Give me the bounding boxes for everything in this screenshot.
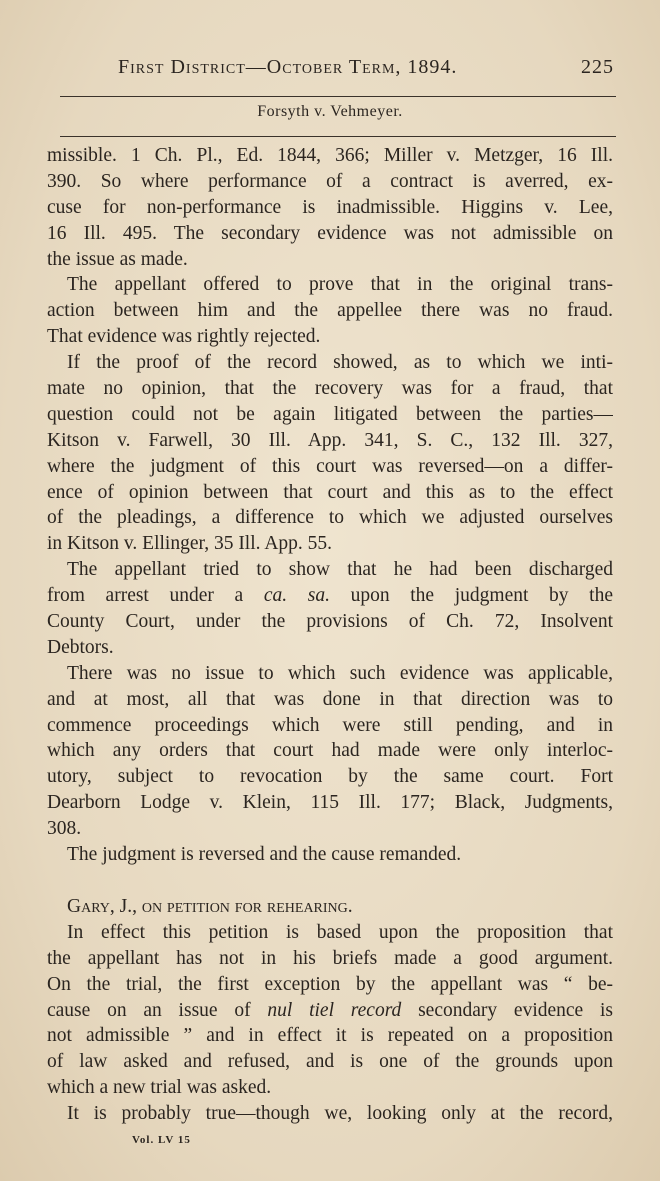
text-line: mate no opinion, that the recovery was for a fraud, that (47, 378, 613, 400)
text-line: question could not be again litigated between the parties— (47, 403, 613, 425)
body-text (47, 143, 613, 1127)
text-line (47, 998, 613, 1024)
text-line: The judgment is reversed and the cause remanded. (67, 844, 462, 866)
text-line: in Kitson v. Ellinger, 35 Ill. App. 55. (47, 533, 333, 555)
text-line: missible. 1 Ch. Pl., Ed. 1844, 366; Miller v. Metzger, 16 Ill. (47, 145, 613, 166)
text-segment: cause on an issue of (47, 999, 268, 1021)
text-line: On the trial, the first exception by the appellant was “ be- (47, 973, 613, 995)
text-line: and at most, all that was done in that direction was to (47, 688, 613, 710)
running-title: First District—October Term, 1894. (118, 56, 458, 78)
text-line: The appellant offered to prove that in the original trans- (67, 274, 613, 296)
italic-term: ca. sa. (263, 585, 330, 607)
text-line: The appellant tried to show that he had been discharged (67, 559, 613, 581)
page-number: 225 (581, 56, 614, 78)
text-line: utory, subject to revocation by the same court. Fort (47, 766, 613, 788)
text-line: the issue as made. (47, 248, 188, 270)
text-line: where the judgment of this court was reversed—on a differ- (47, 455, 613, 477)
text-line: That evidence was rightly rejected. (47, 326, 321, 348)
italic-term: nul tiel record (267, 999, 402, 1021)
text-line: 16 Ill. 495. The secondary evidence was not admissible on (47, 222, 613, 244)
paragraph-gap (47, 868, 613, 894)
text-line: County Court, under the provisions of Ch. 72, Insolvent (47, 611, 613, 633)
text-segment: upon the judgment by the (329, 585, 613, 607)
text-segment: from arrest under a (47, 585, 264, 607)
text-line: action between him and the appellee there was no fraud. (47, 300, 613, 322)
text-line: It is probably true—though we, looking only at the record, (67, 1103, 613, 1125)
text-line: Dearborn Lodge v. Klein, 115 Ill. 177; Black, Judgments, (47, 792, 613, 814)
text-line: the appellant has not in his briefs made a good argument. (47, 947, 613, 969)
text-line: Debtors. (47, 636, 114, 658)
text-line: cuse for non-performance is inadmissible. Higgins v. Lee, (47, 196, 613, 218)
text-line: In effect this petition is based upon the proposition that (67, 921, 613, 943)
text-line: not admissible ” and in effect it is repeated on a proposition (47, 1025, 613, 1047)
running-head (118, 56, 614, 79)
text-line: If the proof of the record showed, as to which we inti- (67, 352, 613, 374)
text-line: There was no issue to which such evidence was applicable, (67, 662, 613, 684)
text-line: 308. (47, 818, 82, 840)
text-line: commence proceedings which were still pending, and in (47, 714, 613, 736)
text-line: Gary, J., on petition for rehearing. (67, 895, 353, 917)
text-segment: secondary evidence is (401, 999, 613, 1021)
text-line: which any orders that court had made were only interloc- (47, 740, 613, 762)
signature-mark: Vol. LV 15 (132, 1134, 191, 1146)
text-line: 390. So where performance of a contract is averred, ex- (47, 170, 613, 192)
text-line: which a new trial was asked. (47, 1077, 272, 1099)
header-rule-top (60, 96, 616, 97)
header-rule-bottom (60, 136, 616, 137)
text-line: Kitson v. Farwell, 30 Ill. App. 341, S. C., 132 Ill. 327, (47, 429, 613, 451)
text-line: ence of opinion between that court and this as to the effect (47, 481, 613, 503)
text-line (47, 583, 613, 609)
case-name: Forsyth v. Vehmeyer. (257, 103, 403, 120)
text-line: of law asked and refused, and is one of the grounds upon (47, 1051, 613, 1073)
text-line: of the pleadings, a difference to which we adjusted ourselves (47, 507, 613, 529)
